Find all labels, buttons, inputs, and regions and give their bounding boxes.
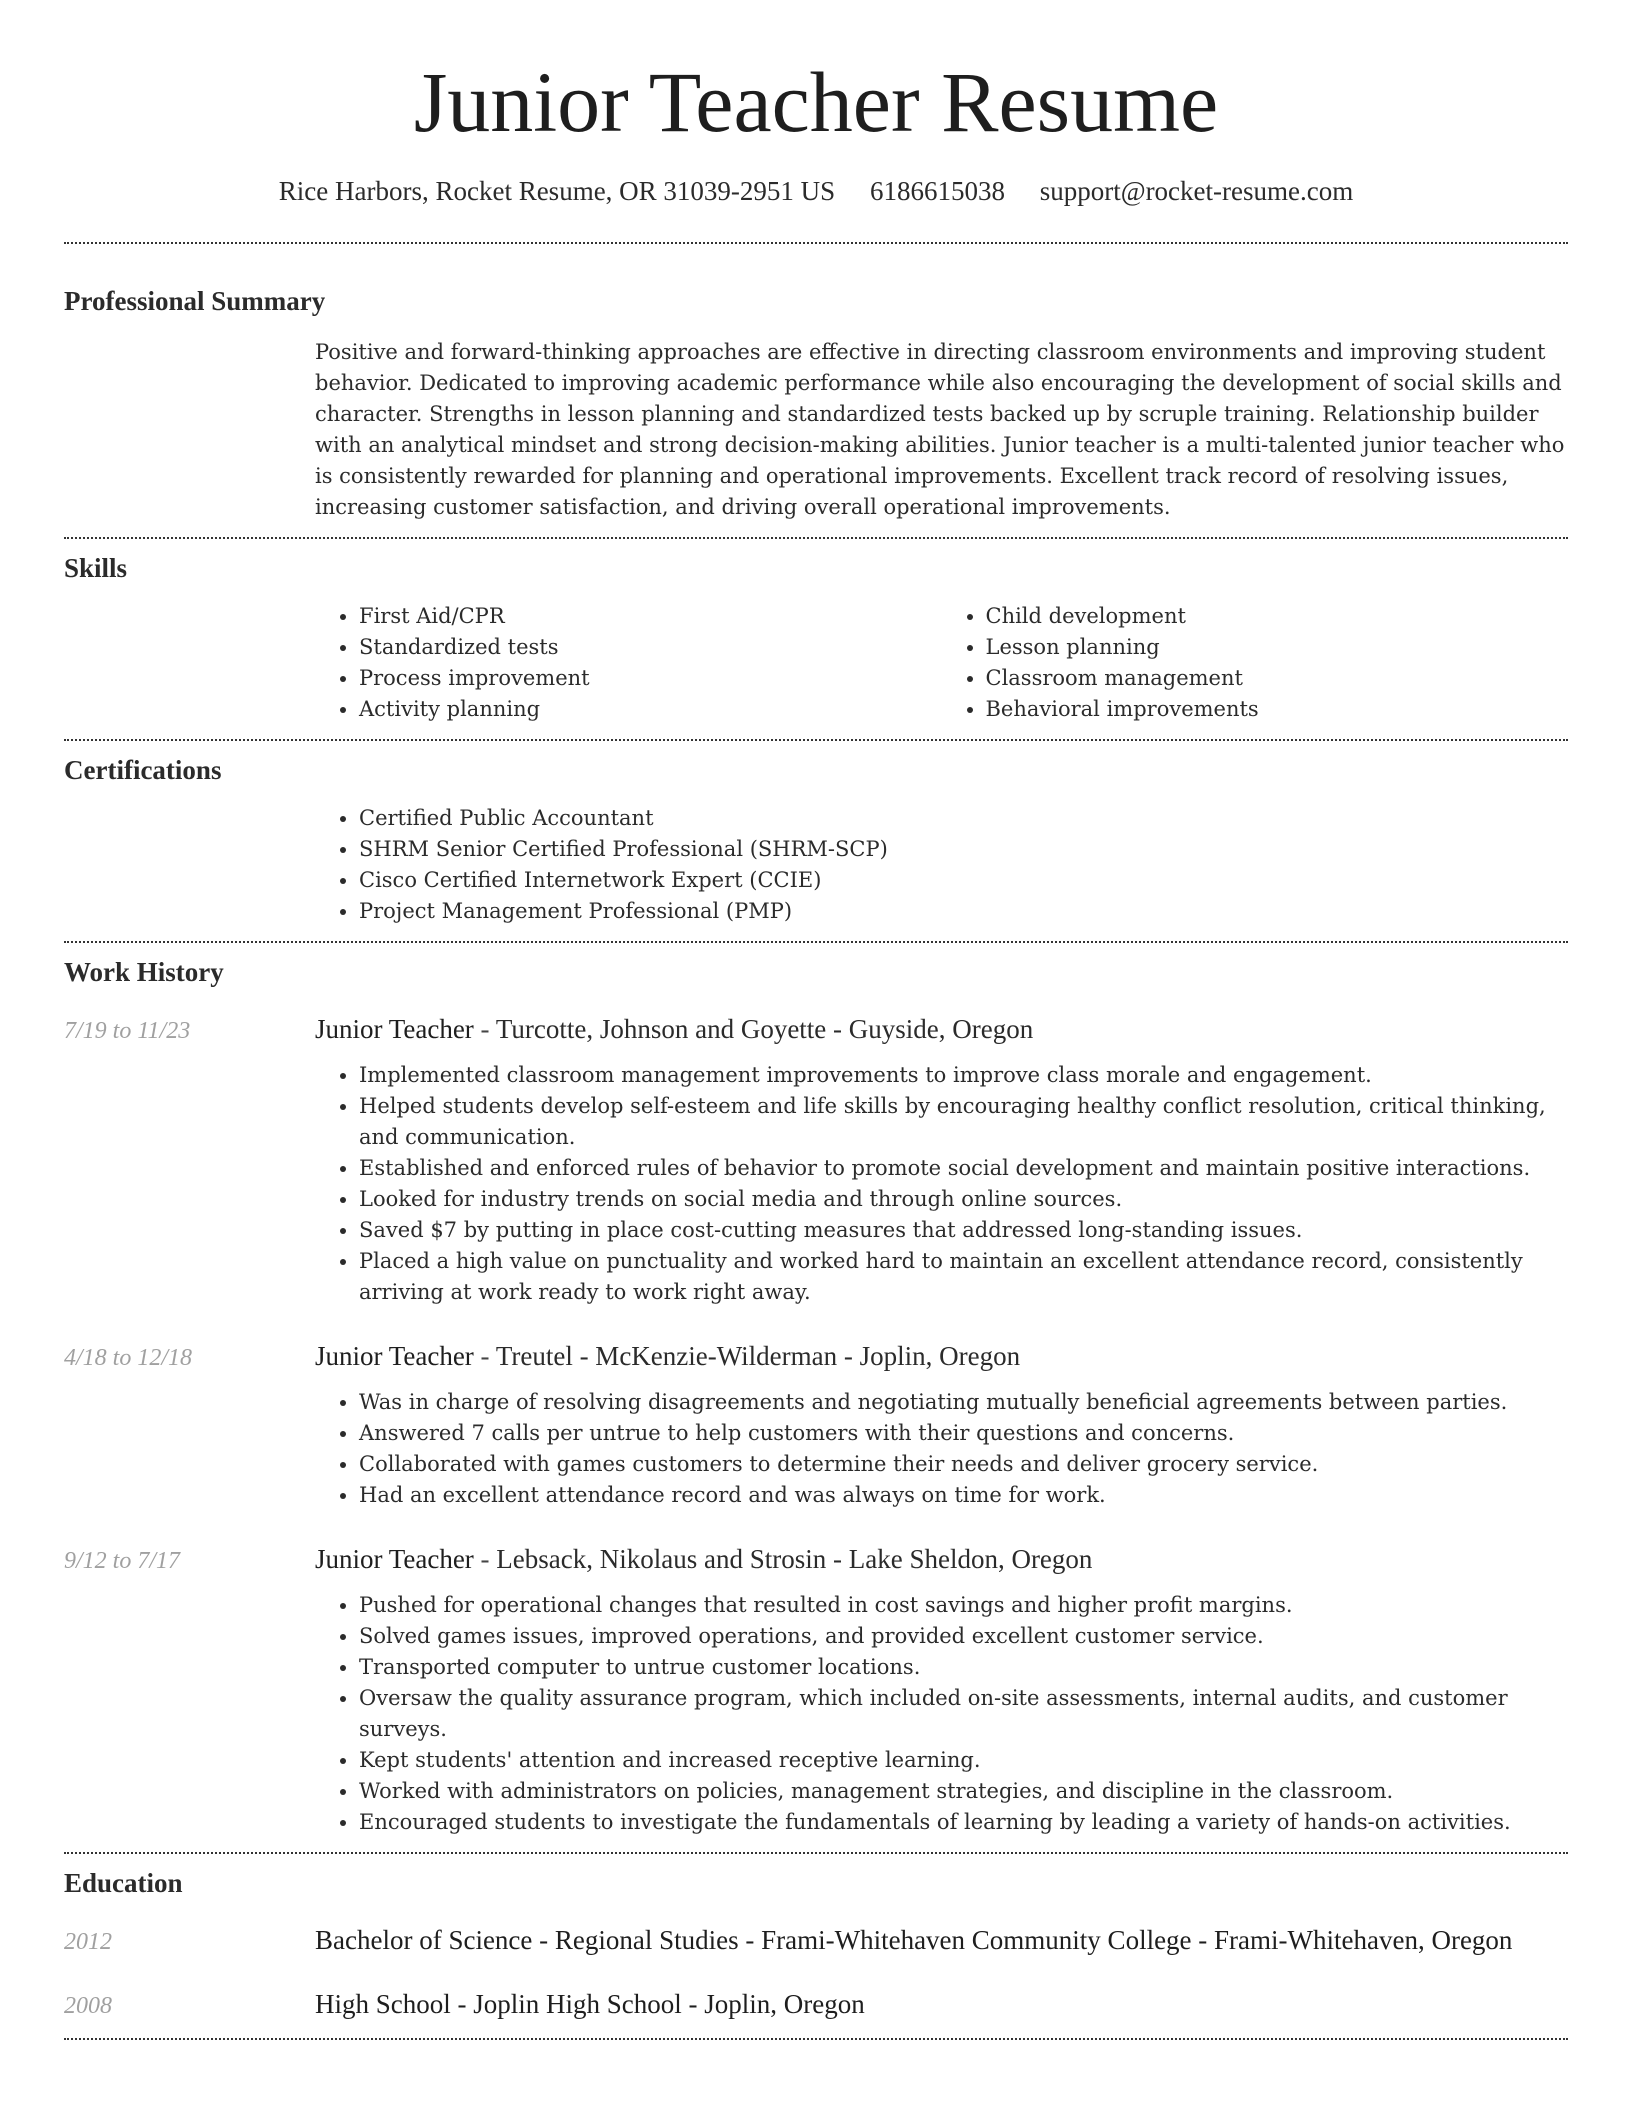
divider xyxy=(64,1852,1568,1854)
job-bullet: • Looked for industry trends on social media and through online sources. xyxy=(359,1184,1568,1215)
certification-item: • Certified Public Accountant xyxy=(359,803,1568,834)
job-employer: Turcotte, Johnson and Goyette - Guyside, Oregon xyxy=(495,1014,1034,1044)
divider xyxy=(64,2038,1568,2040)
job-bullet: • Oversaw the quality assurance program, which included on-site assessments, internal audits, and customer surveys. xyxy=(359,1683,1568,1745)
certifications-list xyxy=(315,803,1568,927)
job-header xyxy=(64,1338,1568,1374)
divider xyxy=(64,537,1568,539)
job-date: 7/19 to 11/23 xyxy=(64,1018,191,1044)
job-entry xyxy=(64,1541,1568,1838)
job-bullet: • Helped students develop self-esteem and life skills by encouraging healthy conflict resolution, critical thinking, and communication. xyxy=(359,1091,1568,1153)
skill-item: • Lesson planning xyxy=(986,632,1569,663)
skills-right-list xyxy=(942,601,1569,725)
divider xyxy=(64,941,1568,943)
contact-email: support@rocket-resume.com xyxy=(1039,176,1354,206)
job-bullet: • Collaborated with games customers to determine their needs and deliver grocery service. xyxy=(359,1449,1568,1480)
job-header xyxy=(64,1541,1568,1577)
skill-item: • Process improvement xyxy=(359,663,942,694)
work-section xyxy=(64,955,1568,1838)
skills-heading: Skills xyxy=(64,553,128,583)
job-employer: Lebsack, Nikolaus and Strosin - Lake Sheldon, Oregon xyxy=(496,1544,1093,1574)
job-title: Junior Teacher xyxy=(315,1014,474,1044)
job-bullet: • Had an excellent attendance record and was always on time for work. xyxy=(359,1480,1568,1511)
job-bullets xyxy=(315,1387,1568,1511)
education-date: 2012 xyxy=(64,1929,112,1955)
job-bullet: • Saved $7 by putting in place cost-cutting measures that addressed long-standing issues. xyxy=(359,1215,1568,1246)
certification-item: • Cisco Certified Internetwork Expert (CCIE) xyxy=(359,865,1568,896)
contact-line xyxy=(64,174,1568,208)
job-heading: Junior Teacher - Treutel - McKenzie-Wilderman - Joplin, Oregon xyxy=(315,1341,1021,1371)
divider xyxy=(64,242,1568,244)
certifications-section xyxy=(64,753,1568,927)
education-entry xyxy=(64,1922,1568,1958)
job-entry xyxy=(64,1011,1568,1308)
job-heading: Junior Teacher - Lebsack, Nikolaus and Strosin - Lake Sheldon, Oregon xyxy=(315,1544,1093,1574)
job-title: Junior Teacher xyxy=(315,1544,474,1574)
skills-left-list xyxy=(315,601,942,725)
skill-item: • Activity planning xyxy=(359,694,942,725)
job-bullet: • Implemented classroom management improvements to improve class morale and engagement. xyxy=(359,1060,1568,1091)
job-bullets xyxy=(315,1060,1568,1308)
certification-item: • SHRM Senior Certified Professional (SHRM-SCP) xyxy=(359,834,1568,865)
job-date: 4/18 to 12/18 xyxy=(64,1345,193,1371)
education-text: Bachelor of Science - Regional Studies - Frami-Whitehaven Community College - Frami-Whitehaven, Oregon xyxy=(315,1925,1513,1955)
contact-address: Rice Harbors, Rocket Resume, OR 31039-2951 US xyxy=(278,176,836,206)
job-bullet: • Established and enforced rules of behavior to promote social development and maintain positive interactions. xyxy=(359,1153,1568,1184)
job-bullet: • Encouraged students to investigate the fundamentals of learning by leading a variety of hands-on activities. xyxy=(359,1807,1568,1838)
skills-section xyxy=(64,551,1568,725)
education-date: 2008 xyxy=(64,1993,112,2019)
certification-item: • Project Management Professional (PMP) xyxy=(359,896,1568,927)
job-date: 9/12 to 7/17 xyxy=(64,1548,181,1574)
skill-item: • First Aid/CPR xyxy=(359,601,942,632)
summary-section xyxy=(64,284,1568,523)
skill-item: • Standardized tests xyxy=(359,632,942,663)
job-header xyxy=(64,1011,1568,1047)
job-bullet: • Answered 7 calls per untrue to help customers with their questions and concerns. xyxy=(359,1418,1568,1449)
education-entry xyxy=(64,1986,1568,2022)
skill-item: • Child development xyxy=(986,601,1569,632)
certifications-heading: Certifications xyxy=(64,755,222,785)
job-title: Junior Teacher xyxy=(315,1341,474,1371)
job-bullet: • Worked with administrators on policies, management strategies, and discipline in the classroom. xyxy=(359,1776,1568,1807)
job-bullet: • Pushed for operational changes that resulted in cost savings and higher profit margins. xyxy=(359,1590,1568,1621)
summary-text: Positive and forward-thinking approaches are effective in directing classroom environments and improving student behavior. Dedicated to improving academic performance while also encouraging the development of social skills and character. Strengths in lesson planning and standardized tests backed up by scruple training. Relationship builder with an analytical mindset and strong decision-making abilities. Junior teacher is a multi-talented junior teacher who is consistently rewarded for planning and operational improvements. Excellent track record of resolving issues, increasing customer satisfaction, and driving overall operational improvements. xyxy=(315,340,1565,519)
job-bullets xyxy=(315,1590,1568,1838)
skills-columns xyxy=(315,601,1568,725)
skill-item: • Classroom management xyxy=(986,663,1569,694)
divider xyxy=(64,739,1568,741)
job-bullet: • Kept students' attention and increased receptive learning. xyxy=(359,1745,1568,1776)
job-entry xyxy=(64,1338,1568,1511)
job-heading: Junior Teacher - Turcotte, Johnson and Goyette - Guyside, Oregon xyxy=(315,1014,1034,1044)
skill-item: • Behavioral improvements xyxy=(986,694,1569,725)
education-section xyxy=(64,1866,1568,2022)
contact-phone: 6186615038 xyxy=(869,176,1005,206)
certifications-content xyxy=(315,803,1568,927)
summary-heading: Professional Summary xyxy=(64,286,326,316)
job-bullet: • Transported computer to untrue customer locations. xyxy=(359,1652,1568,1683)
education-text: High School - Joplin High School - Joplin, Oregon xyxy=(315,1989,865,2019)
work-heading: Work History xyxy=(64,957,224,987)
job-bullet: • Was in charge of resolving disagreements and negotiating mutually beneficial agreements between parties. xyxy=(359,1387,1568,1418)
job-employer: Treutel - McKenzie-Wilderman - Joplin, Oregon xyxy=(495,1341,1021,1371)
job-bullet: • Solved games issues, improved operations, and provided excellent customer service. xyxy=(359,1621,1568,1652)
resume-title: Junior Teacher Resume xyxy=(413,54,1219,150)
job-bullet: • Placed a high value on punctuality and worked hard to maintain an excellent attendance record, consistently arriving at work ready to work right away. xyxy=(359,1246,1568,1308)
education-heading: Education xyxy=(64,1868,183,1898)
